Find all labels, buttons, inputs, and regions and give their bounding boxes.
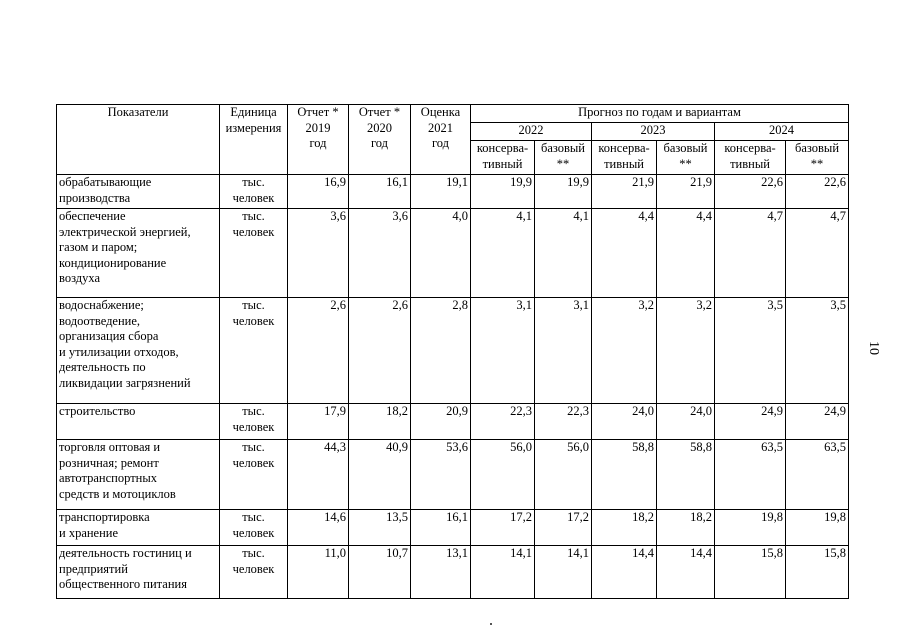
header-year-2024: 2024 bbox=[715, 123, 849, 141]
row-value: 2,6 bbox=[288, 298, 349, 404]
row-value: 19,9 bbox=[471, 175, 535, 209]
row-unit: тыс. человек bbox=[220, 404, 288, 440]
row-value: 3,5 bbox=[786, 298, 849, 404]
table-row bbox=[57, 546, 849, 599]
header-report-2019: Отчет * 2019 год bbox=[288, 105, 349, 175]
row-value: 63,5 bbox=[715, 440, 786, 510]
row-value: 4,4 bbox=[592, 209, 657, 298]
row-indicator-name: торговля оптовая и розничная; ремонт автотранспортных средств и мотоциклов bbox=[57, 440, 220, 510]
row-unit: тыс. человек bbox=[220, 209, 288, 298]
header-variant-base: базовый ** bbox=[657, 141, 715, 175]
row-unit: тыс. человек bbox=[220, 546, 288, 599]
row-value: 3,2 bbox=[657, 298, 715, 404]
row-value: 44,3 bbox=[288, 440, 349, 510]
row-value: 14,1 bbox=[535, 546, 592, 599]
row-value: 13,5 bbox=[349, 510, 411, 546]
row-indicator-name: транспортировка и хранение bbox=[57, 510, 220, 546]
row-value: 4,0 bbox=[411, 209, 471, 298]
header-variant-base: базовый ** bbox=[535, 141, 592, 175]
table-row bbox=[57, 175, 849, 209]
row-value: 40,9 bbox=[349, 440, 411, 510]
row-value: 22,6 bbox=[786, 175, 849, 209]
row-indicator-name: строительство bbox=[57, 404, 220, 440]
header-variant-conservative: консерва- тивный bbox=[471, 141, 535, 175]
row-unit: тыс. человек bbox=[220, 440, 288, 510]
row-value: 3,6 bbox=[288, 209, 349, 298]
row-value: 56,0 bbox=[471, 440, 535, 510]
header-variant-conservative: консерва- тивный bbox=[715, 141, 786, 175]
row-value: 17,2 bbox=[535, 510, 592, 546]
row-value: 24,9 bbox=[786, 404, 849, 440]
header-year-2023: 2023 bbox=[592, 123, 715, 141]
row-value: 24,9 bbox=[715, 404, 786, 440]
row-value: 53,6 bbox=[411, 440, 471, 510]
row-value: 14,4 bbox=[592, 546, 657, 599]
header-variant-base: базовый ** bbox=[786, 141, 849, 175]
row-value: 11,0 bbox=[288, 546, 349, 599]
header-year-2022: 2022 bbox=[471, 123, 592, 141]
row-unit: тыс. человек bbox=[220, 510, 288, 546]
row-value: 19,9 bbox=[535, 175, 592, 209]
row-value: 21,9 bbox=[657, 175, 715, 209]
row-value: 4,7 bbox=[786, 209, 849, 298]
row-value: 24,0 bbox=[657, 404, 715, 440]
row-value: 17,9 bbox=[288, 404, 349, 440]
row-value: 24,0 bbox=[592, 404, 657, 440]
row-indicator-name: обеспечение электрической энергией, газом и паром; кондиционирование воздуха bbox=[57, 209, 220, 298]
row-value: 56,0 bbox=[535, 440, 592, 510]
row-value: 58,8 bbox=[657, 440, 715, 510]
row-value: 10,7 bbox=[349, 546, 411, 599]
row-value: 16,1 bbox=[411, 510, 471, 546]
row-value: 20,9 bbox=[411, 404, 471, 440]
row-value: 3,1 bbox=[471, 298, 535, 404]
row-value: 19,1 bbox=[411, 175, 471, 209]
row-value: 58,8 bbox=[592, 440, 657, 510]
row-value: 2,8 bbox=[411, 298, 471, 404]
row-value: 18,2 bbox=[349, 404, 411, 440]
row-value: 3,6 bbox=[349, 209, 411, 298]
row-unit: тыс. человек bbox=[220, 175, 288, 209]
table-row bbox=[57, 209, 849, 298]
header-forecast: Прогноз по годам и вариантам bbox=[471, 105, 849, 123]
row-value: 4,1 bbox=[535, 209, 592, 298]
row-value: 13,1 bbox=[411, 546, 471, 599]
row-unit: тыс. человек bbox=[220, 298, 288, 404]
row-value: 4,1 bbox=[471, 209, 535, 298]
scan-speck bbox=[490, 623, 492, 625]
row-value: 2,6 bbox=[349, 298, 411, 404]
row-value: 3,2 bbox=[592, 298, 657, 404]
header-variant-conservative: консерва- тивный bbox=[592, 141, 657, 175]
row-value: 17,2 bbox=[471, 510, 535, 546]
row-value: 3,5 bbox=[715, 298, 786, 404]
row-value: 22,6 bbox=[715, 175, 786, 209]
header-estimate-2021: Оценка 2021 год bbox=[411, 105, 471, 175]
row-value: 15,8 bbox=[715, 546, 786, 599]
row-value: 19,8 bbox=[715, 510, 786, 546]
row-value: 22,3 bbox=[471, 404, 535, 440]
row-value: 15,8 bbox=[786, 546, 849, 599]
row-value: 19,8 bbox=[786, 510, 849, 546]
table-row bbox=[57, 298, 849, 404]
row-value: 4,7 bbox=[715, 209, 786, 298]
header-report-2020: Отчет * 2020 год bbox=[349, 105, 411, 175]
forecast-table bbox=[56, 104, 849, 599]
table-row bbox=[57, 440, 849, 510]
row-value: 3,1 bbox=[535, 298, 592, 404]
table-header bbox=[57, 105, 849, 175]
row-value: 16,1 bbox=[349, 175, 411, 209]
page-number: 10 bbox=[866, 341, 881, 355]
table-row bbox=[57, 404, 849, 440]
row-value: 14,6 bbox=[288, 510, 349, 546]
row-value: 14,1 bbox=[471, 546, 535, 599]
row-indicator-name: водоснабжение; водоотведение, организация сбора и утилизации отходов, деятельность по ликвидации загрязнений bbox=[57, 298, 220, 404]
row-value: 18,2 bbox=[592, 510, 657, 546]
header-unit: Единица измерения bbox=[220, 105, 288, 175]
row-indicator-name: обрабатывающие производства bbox=[57, 175, 220, 209]
row-indicator-name: деятельность гостиниц и предприятий общественного питания bbox=[57, 546, 220, 599]
table-row bbox=[57, 510, 849, 546]
row-value: 18,2 bbox=[657, 510, 715, 546]
row-value: 4,4 bbox=[657, 209, 715, 298]
row-value: 22,3 bbox=[535, 404, 592, 440]
row-value: 16,9 bbox=[288, 175, 349, 209]
table-body bbox=[57, 175, 849, 599]
row-value: 63,5 bbox=[786, 440, 849, 510]
header-indicators: Показатели bbox=[57, 105, 220, 175]
row-value: 14,4 bbox=[657, 546, 715, 599]
row-value: 21,9 bbox=[592, 175, 657, 209]
